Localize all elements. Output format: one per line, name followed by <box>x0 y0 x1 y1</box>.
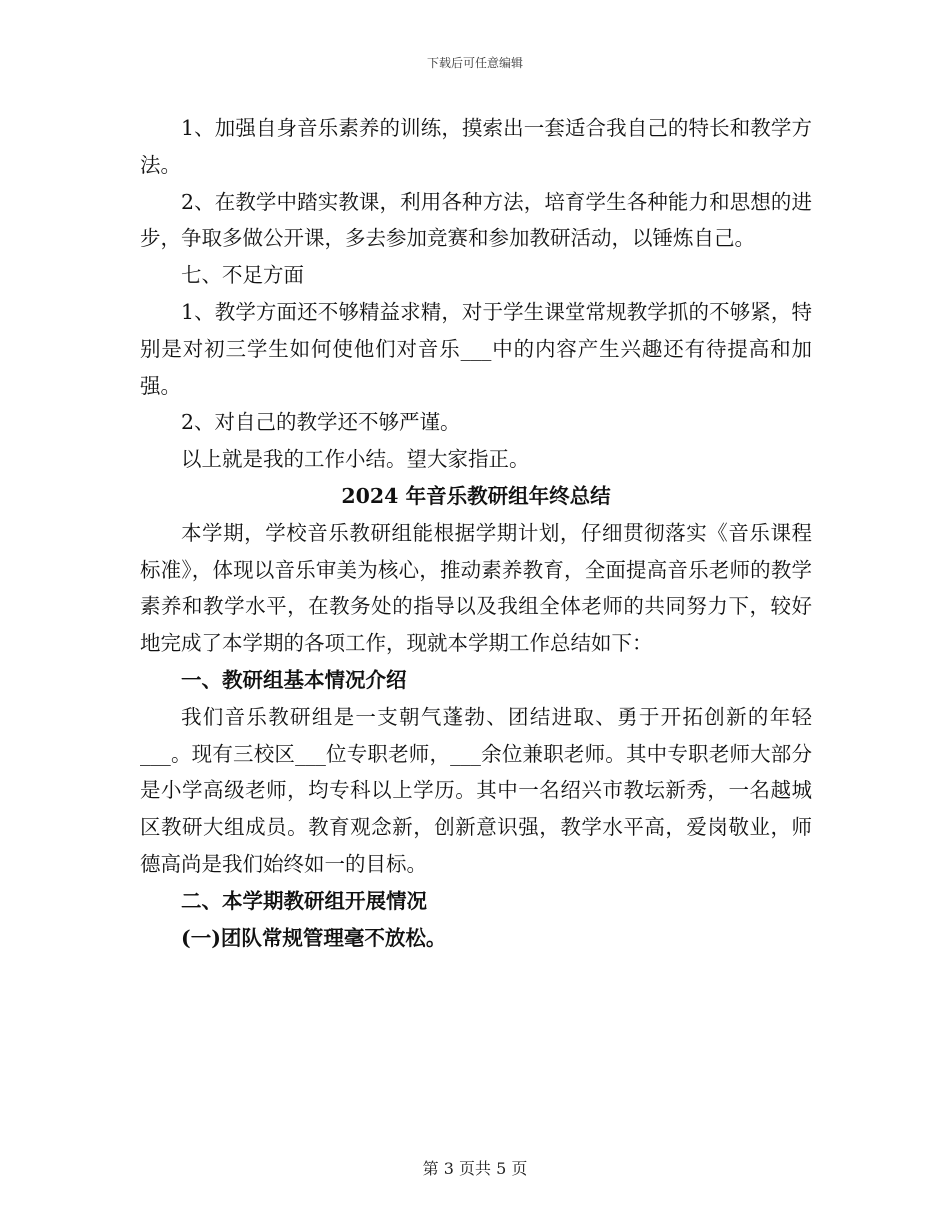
paragraph-4: 2、对自己的教学还不够严谨。 <box>181 410 461 435</box>
closing-paragraph: 以上就是我的工作小结。望大家指正。 <box>181 447 530 472</box>
section-one-heading: 一、教研组基本情况介绍 <box>181 667 407 692</box>
document-body <box>140 110 812 956</box>
subsection-one-heading: (一)团队常规管理毫不放松。 <box>181 925 447 950</box>
paragraph-1: 1、加强自身音乐素养的训练，摸索出一套适合我自己的特长和教学方法。 <box>140 116 812 177</box>
section-seven-heading: 七、不足方面 <box>181 263 304 288</box>
section-two-heading: 二、本学期教研组开展情况 <box>181 888 427 913</box>
intro-paragraph: 本学期，学校音乐教研组能根据学期计划，仔细贯彻落实《音乐课程标准》，体现以音乐审美为核心，推动素养教育，全面提高音乐老师的教学素养和教学水平，在教务处的指导以及我组全体老师的共同努力下，较好地完成了本学期的各项工作，现就本学期工作总结如下： <box>140 520 812 656</box>
paragraph-2: 2、在教学中踏实教课，利用各种方法，培育学生各种能力和思想的进步，争取多做公开课，多去参加竞赛和参加教研活动，以锤炼自己。 <box>140 189 812 251</box>
document-title: 2024 年音乐教研组年终总结 <box>341 483 611 508</box>
group-intro-paragraph: 我们音乐教研组是一支朝气蓬勃、团结进取、勇于开拓创新的年轻___。现有三校区___位专职老师，___余位兼职老师。其中专职老师大部分是小学高级老师，均专科以上学历。其中一名绍兴市教坛新秀，一名越城区教研大组成员。教育观念新，创新意识强，教学水平高，爱岗敬业，师德高尚是我们始终如一的目标。 <box>140 704 812 876</box>
paragraph-3: 1、教学方面还不够精益求精，对于学生课堂常规教学抓的不够紧，特别是对初三学生如何使他们对音乐___中的内容产生兴趣还有待提高和加强。 <box>140 299 812 398</box>
page-header: 下载后可任意编辑 <box>426 56 523 70</box>
page-footer: 第 3 页共 5 页 <box>422 1159 528 1178</box>
